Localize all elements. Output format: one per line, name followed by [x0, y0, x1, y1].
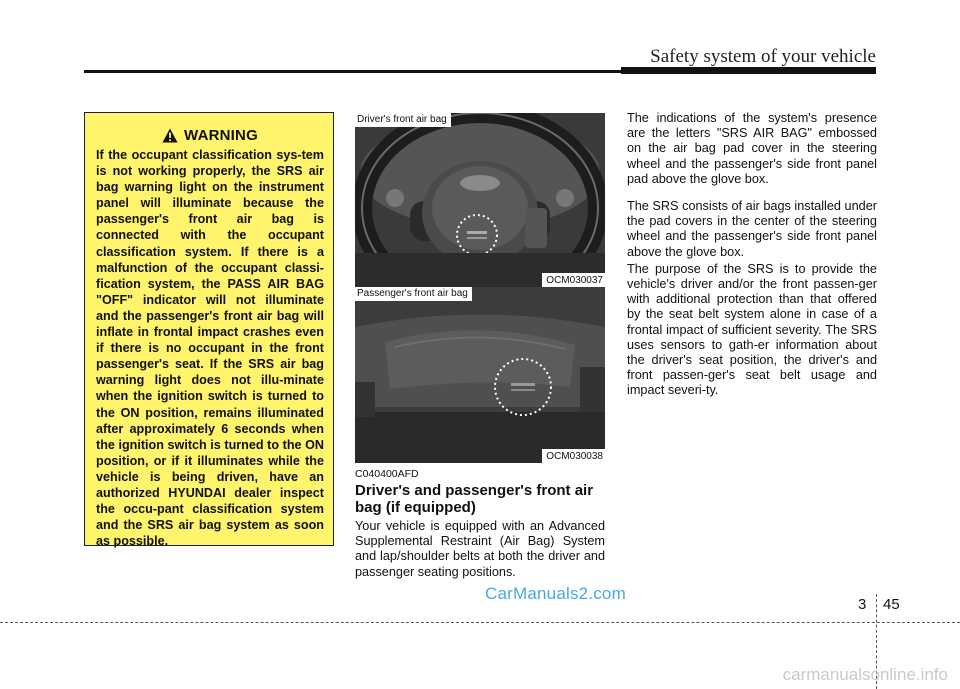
warning-box — [84, 112, 334, 549]
warning-text: If the occupant classification sys-tem is not working properly, the SRS air bag warning light on the instrument panel will illuminate because the passenger's front air bag is connected with the occupant classification system. If there is a malfunction of the occupant classi-fication system, the PASS AIR BAG "OFF" indicator will not illuminate and the passenger's front air bag will inflate in frontal impact crashes even if there is no occupant in the front passenger's seat. If the SRS air bag warning light does not illu-minate when the ignition switch is turned to the ON position, remains illuminated after approximately 6 seconds when the ignition switch is turned to the ON position, or if it illuminates while the vehicle is being driven, have an authorized HYUNDAI dealer inspect the occu-pant classification system and the SRS air bag system as soon as possible. — [96, 148, 324, 549]
paragraph-srs-components: The SRS consists of air bags installed under the pad covers in the center of the steering wheel and the passenger's side front panel above the glove box. — [627, 199, 877, 259]
steering-wheel-illustration — [355, 113, 605, 287]
warning-header — [96, 127, 324, 144]
site-watermark: carmanualsonline.info — [782, 665, 948, 684]
page-number: 45 — [883, 596, 900, 613]
passenger-airbag-photo — [355, 287, 605, 463]
passenger-airbag-figure-code: OCM030038 — [542, 449, 605, 463]
section-body: Your vehicle is equipped with an Advanced Supplemental Restraint (Air Bag) System and lap/shoulder belts at both the driver and passenger seating positions. — [355, 519, 605, 579]
watermark-text: CarManuals2.com — [485, 584, 626, 603]
section-title: Driver's and passenger's front air bag (if equipped) — [355, 482, 594, 516]
right-column — [627, 111, 877, 411]
passenger-airbag-label: Passenger's front air bag — [355, 287, 472, 301]
chapter-number: 3 — [858, 596, 867, 613]
dashboard-illustration — [355, 287, 605, 463]
section-code: C040400AFD — [355, 468, 419, 480]
page-header-title: Safety system of your vehicle — [650, 46, 876, 67]
paragraph-srs-indications: The indications of the system's presence are the letters "SRS AIR BAG" embossed on the air bag pad cover in the steering wheel and the passenger's side front panel pad above the glove box. — [627, 111, 877, 186]
driver-airbag-photo — [355, 113, 605, 287]
driver-airbag-label: Driver's front air bag — [355, 113, 451, 127]
warning-triangle-icon — [162, 128, 178, 143]
footer-rule — [0, 622, 960, 623]
driver-airbag-figure-code: OCM030037 — [542, 273, 605, 287]
header-rule-accent — [621, 67, 876, 74]
warning-title: WARNING — [184, 127, 258, 144]
paragraph-srs-purpose: The purpose of the SRS is to provide the vehicle's driver and/or the front passen-ger with additional protection than that offered by the seat belt system alone in case of a frontal impact of sufficient severity. The SRS uses sensors to gath-er information about the driver's seat position, the driver's and front passen-ger's seat belt usage and impact severi-ty. — [627, 261, 877, 398]
